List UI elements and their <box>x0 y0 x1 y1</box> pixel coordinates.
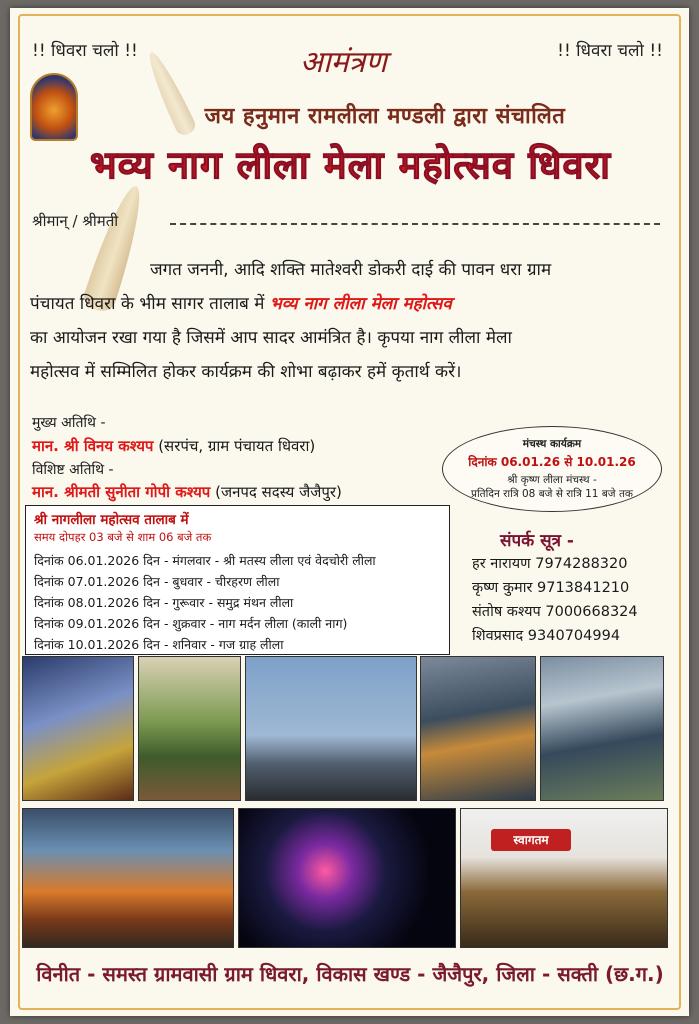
gaj-graah-photo <box>540 656 664 801</box>
schedule-row: दिनांक 08.01.2026 दिन - गुरूवार - समुद्र मंथन लीला <box>34 595 294 610</box>
contact-title: संपर्क सूत्र - <box>500 531 574 551</box>
chief-guest <box>32 436 315 456</box>
cheerharan-photo <box>138 656 241 801</box>
schedule-box <box>25 505 450 655</box>
stage-venue: श्री कृष्ण लीला मंचस्थ - <box>507 474 597 486</box>
stage-title: मंचस्थ कार्यक्रम <box>522 438 582 450</box>
schedule-row: दिनांक 06.01.2026 दिन - मंगलवार - श्री मतस्य लीला एवं वेदचोरी लीला <box>34 553 376 568</box>
invite-heading: आमंत्रण <box>300 45 387 80</box>
paragraph-text: पंचायत धिवरा के भीम सागर तालाब में <box>30 294 270 314</box>
stage-program-oval <box>442 426 662 512</box>
footer-credit: विनीत - समस्त ग्रामवासी ग्राम धिवरा, विकास खण्ड - जैजैपुर, जिला - सक्ती (छ.ग.) <box>36 962 664 986</box>
special-guest-role: (जनपद सदस्य जैजैपुर) <box>215 483 342 501</box>
chief-guest-name: मान. श्री विनय कश्यप <box>32 437 154 455</box>
contact-row: हर नारायण 7974288320 <box>472 556 628 572</box>
ferris-wheel-photo <box>238 808 456 948</box>
schedule-time: समय दोपहर 03 बजे से शाम 06 बजे तक <box>34 530 212 544</box>
contact-row: कृष्ण कुमार 9713841210 <box>472 580 630 596</box>
schedule-heading: श्री नागलीला महोत्सव तालाब में <box>34 512 189 528</box>
hanuman-idol-image <box>30 73 78 141</box>
special-guest-name: मान. श्रीमती सुनीता गोपी कश्यप <box>32 483 211 501</box>
special-guest-label: विशिष्ट अतिथि - <box>32 462 114 478</box>
contact-row: शिवप्रसाद 9340704994 <box>472 628 621 644</box>
left-slogan: !! धिवरा चलो !! <box>32 41 138 61</box>
organizer-subtitle: जय हनुमान रामलीला मण्डली द्वारा संचालित <box>204 104 566 129</box>
right-slogan: !! धिवरा चलो !! <box>557 41 663 61</box>
welcome-sign: स्वागतम <box>491 829 571 851</box>
chief-guest-label: मुख्य अतिथि - <box>32 415 106 431</box>
pond-stage-photo <box>245 656 417 801</box>
event-title: भव्य नाग लीला मेला महोत्सव धिवरा <box>90 143 611 187</box>
salutation: श्रीमान् / श्रीमती <box>32 212 119 230</box>
vishnu-matsya-photo <box>22 656 134 801</box>
stage-dates: दिनांक 06.01.26 से 10.01.26 <box>468 455 636 469</box>
welcome-gate-photo <box>460 808 668 948</box>
schedule-row: दिनांक 07.01.2026 दिन - बुधवार - चीरहरण लीला <box>34 574 280 589</box>
highlighted-event-name: भव्य नाग लीला मेला महोत्सव <box>269 294 452 314</box>
chief-guest-role: (सरपंच, ग्राम पंचायत धिवरा) <box>158 437 316 455</box>
paragraph-line: का आयोजन रखा गया है जिसमें आप सादर आमंत्रित है। कृपया नाग लीला मेला <box>30 328 512 348</box>
special-guest <box>32 482 342 502</box>
invitation-paragraph <box>30 253 670 389</box>
contact-row: संतोष कश्यप 7000668324 <box>472 604 638 620</box>
schedule-row: दिनांक 09.01.2026 दिन - शुक्रवार - नाग मर्दन लीला (काली नाग) <box>34 616 348 631</box>
paragraph-line: जगत जननी, आदि शक्ति मातेश्वरी डोकरी दाई की पावन धरा ग्राम <box>150 260 552 280</box>
fair-ride-photo <box>22 808 234 948</box>
paragraph-line <box>30 287 670 321</box>
paragraph-line: महोत्सव में सम्मिलित होकर कार्यक्रम की शोभा बढ़ाकर हमें कृतार्थ करें। <box>30 362 462 382</box>
kaliya-naag-photo <box>420 656 536 801</box>
invitation-poster <box>10 8 689 1016</box>
name-blank-line <box>170 223 660 225</box>
stage-timing: प्रतिदिन रात्रि 08 बजे से रात्रि 11 बजे तक <box>470 488 633 500</box>
schedule-row: दिनांक 10.01.2026 दिन - शनिवार - गज ग्राह लीला <box>34 637 284 652</box>
